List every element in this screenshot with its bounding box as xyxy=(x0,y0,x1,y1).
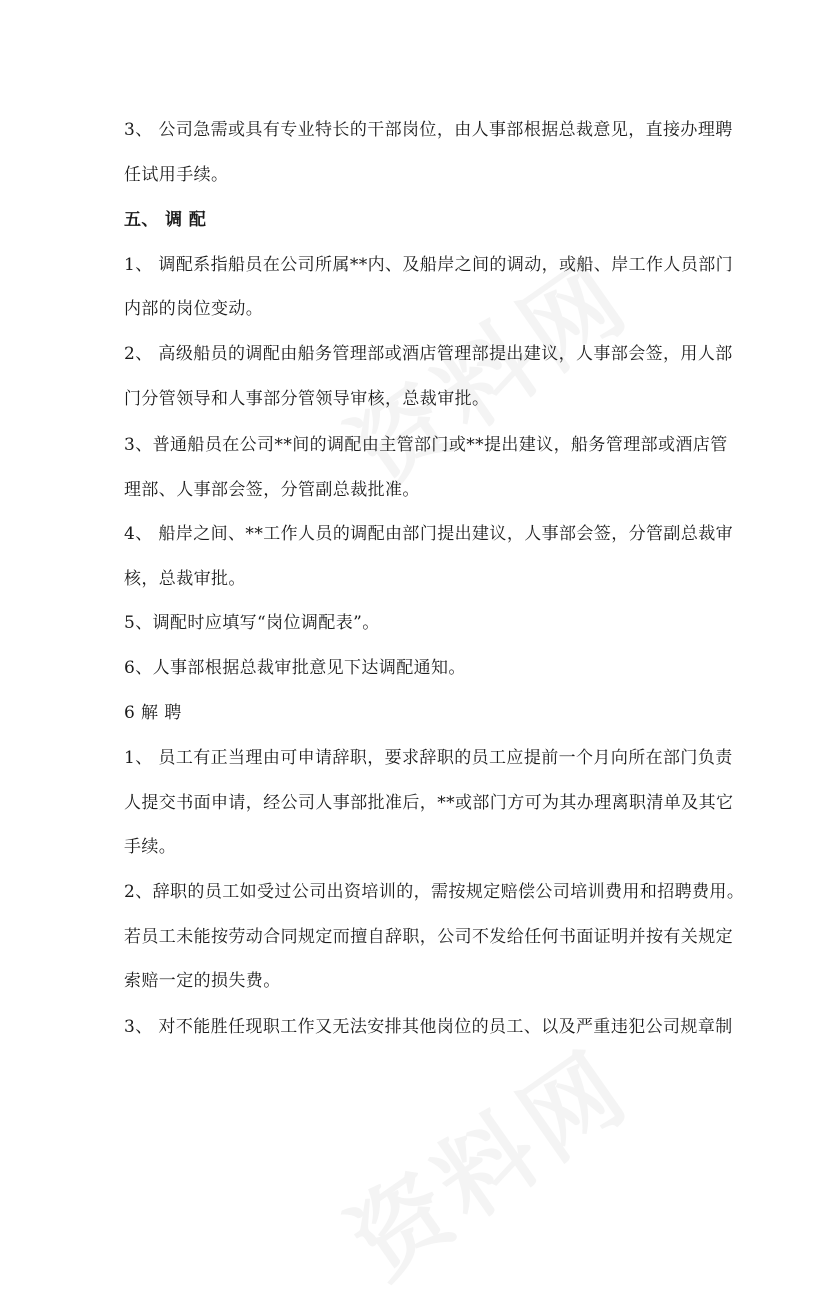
paragraph-line: 3、 公司急需或具有专业特长的干部岗位，由人事部根据总裁意见，直接办理聘 xyxy=(124,120,733,140)
paragraph-line: 手续。 xyxy=(124,837,177,857)
paragraph-line: 2、 高级船员的调配由船务管理部或酒店管理部提出建议，人事部会签，用人部 xyxy=(124,344,733,364)
paragraph-line: 4、 船岸之间、**工作人员的调配由部门提出建议，人事部会签，分管副总裁审 xyxy=(124,524,734,544)
paragraph-line: 理部、人事部会签，分管副总裁批准。 xyxy=(124,480,420,500)
section-heading: 五、 调 配 xyxy=(124,210,207,230)
paragraph-line: 人提交书面申请，经公司人事部批准后，**或部门方可为其办理离职清单及其它 xyxy=(124,793,734,813)
paragraph-line: 1、 调配系指船员在公司所属**内、及船岸之间的调动，或船、岸工作人员部门 xyxy=(124,255,734,275)
paragraph-line: 核，总裁审批。 xyxy=(124,569,246,589)
section-heading: 6 解 聘 xyxy=(124,703,182,723)
paragraph-line: 门分管领导和人事部分管领导审核，总裁审批。 xyxy=(124,389,490,409)
paragraph-line: 5、调配时应填写“岗位调配表”。 xyxy=(124,613,380,633)
paragraph-line: 6、人事部根据总裁审批意见下达调配通知。 xyxy=(124,658,466,678)
paragraph-line: 2、辞职的员工如受过公司出资培训的，需按规定赔偿公司培训费用和招聘费用。 xyxy=(124,882,745,902)
watermark xyxy=(319,1013,653,1304)
paragraph-line: 索赔一定的损失费。 xyxy=(124,971,281,991)
paragraph-line: 任试用手续。 xyxy=(124,165,229,185)
paragraph-line: 内部的岗位变动。 xyxy=(124,299,264,319)
paragraph-line: 3、 对不能胜任现职工作又无法安排其他岗位的员工、以及严重违犯公司规章制 xyxy=(124,1017,733,1037)
paragraph-line: 1、 员工有正当理由可申请辞职，要求辞职的员工应提前一个月向所在部门负责 xyxy=(124,748,733,768)
paragraph-line: 若员工未能按劳动合同规定而擅自辞职，公司不发给任何书面证明并按有关规定 xyxy=(124,927,733,947)
paragraph-line: 3、普通船员在公司**间的调配由主管部门或**提出建议，船务管理部或酒店管 xyxy=(124,435,728,455)
